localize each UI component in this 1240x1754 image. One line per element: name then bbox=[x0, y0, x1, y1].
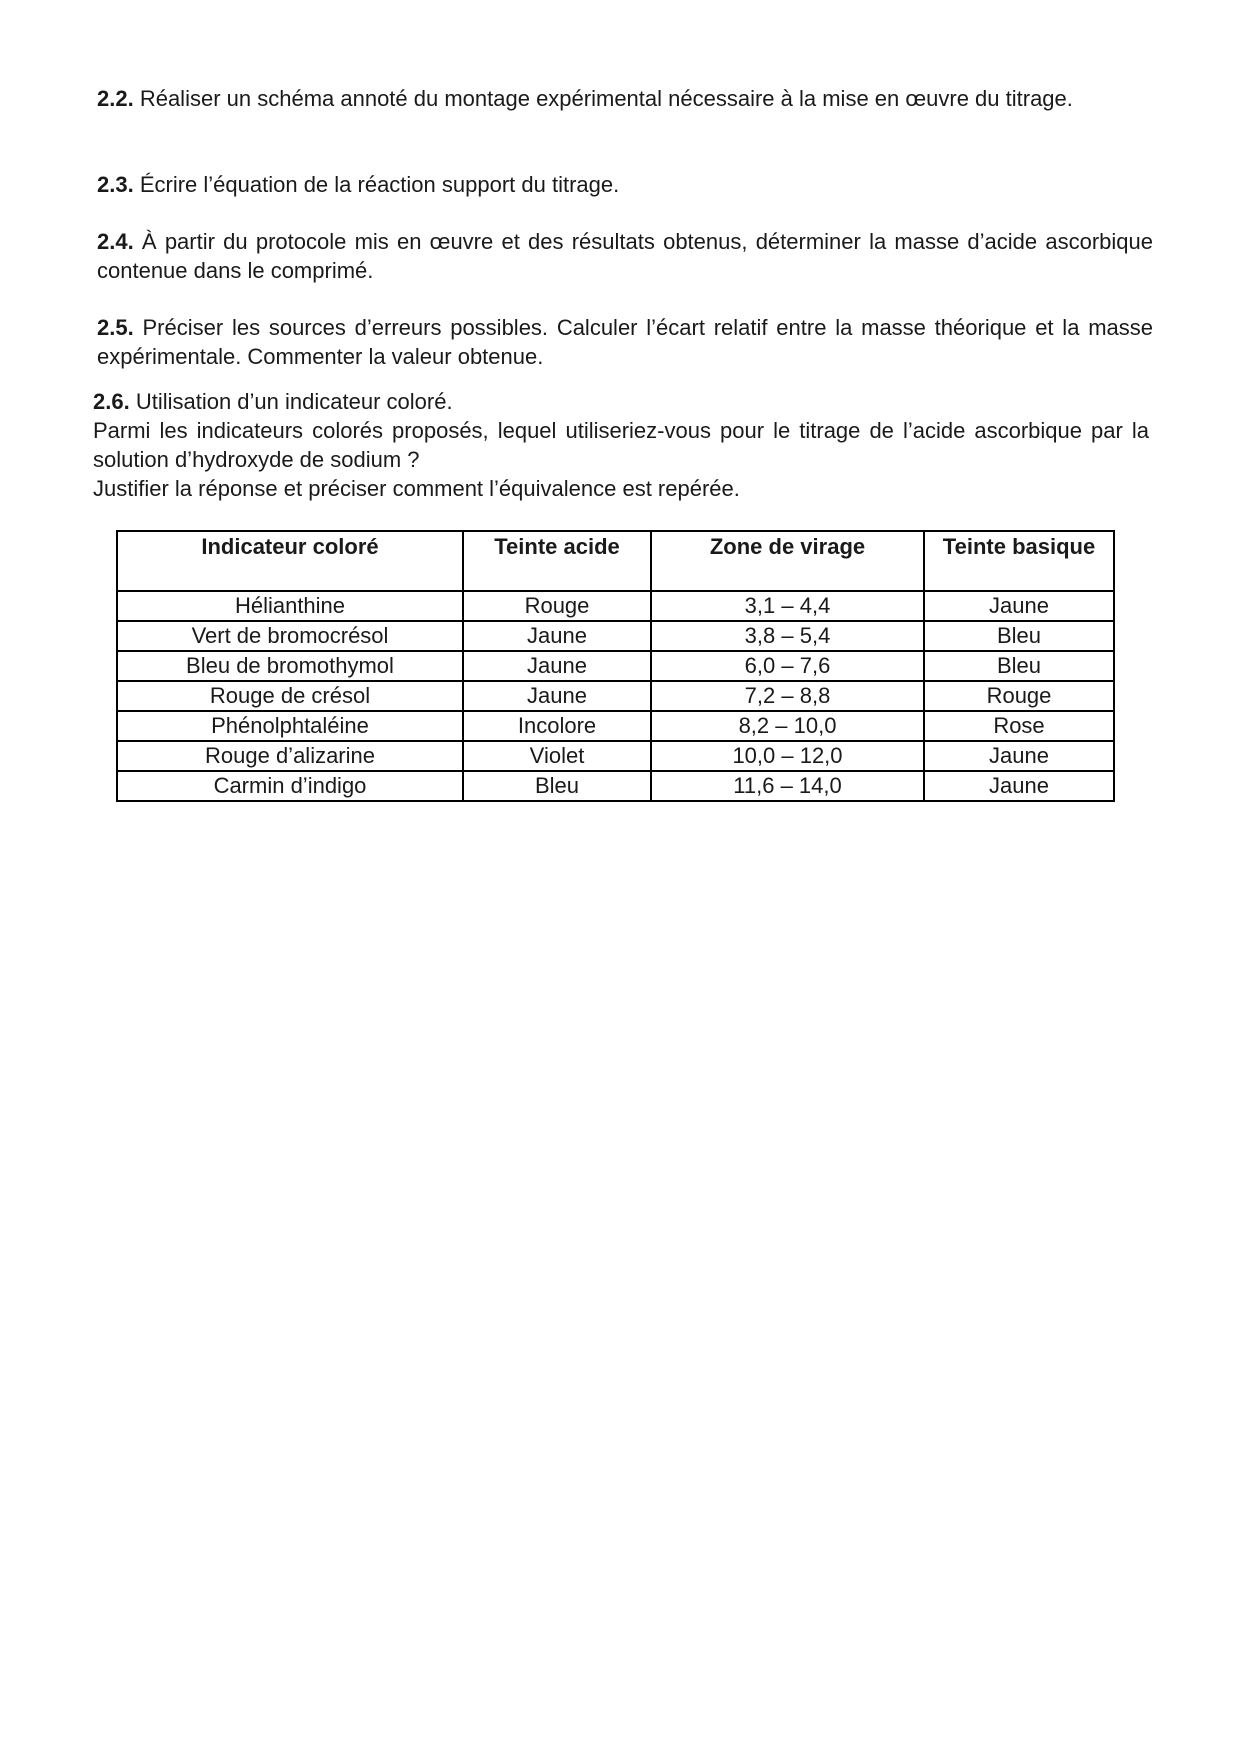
question-number: 2.4. bbox=[97, 229, 134, 254]
table-row bbox=[117, 621, 1114, 651]
cell-indicator: Rouge d’alizarine bbox=[117, 741, 463, 771]
cell-acid-color: Incolore bbox=[463, 711, 651, 741]
question-title: Utilisation d’un indicateur coloré. bbox=[135, 389, 453, 414]
cell-transition-range: 7,2 – 8,8 bbox=[651, 681, 924, 711]
cell-basic-color: Jaune bbox=[924, 591, 1114, 621]
question-2-3 bbox=[97, 170, 1153, 199]
question-number: 2.2. bbox=[97, 86, 134, 111]
question-2-2 bbox=[97, 84, 1153, 113]
cell-acid-color: Jaune bbox=[463, 681, 651, 711]
cell-acid-color: Jaune bbox=[463, 621, 651, 651]
table-row bbox=[117, 711, 1114, 741]
cell-basic-color: Bleu bbox=[924, 621, 1114, 651]
cell-basic-color: Bleu bbox=[924, 651, 1114, 681]
question-text: Préciser les sources d’erreurs possibles. Calculer l’écart relatif entre la masse théorique et la masse expérimentale. Commenter la valeur obtenue. bbox=[97, 315, 1153, 369]
cell-transition-range: 3,8 – 5,4 bbox=[651, 621, 924, 651]
cell-indicator: Vert de bromocrésol bbox=[117, 621, 463, 651]
column-header-acid-color: Teinte acide bbox=[463, 531, 651, 591]
cell-indicator: Hélianthine bbox=[117, 591, 463, 621]
question-text: Réaliser un schéma annoté du montage expérimental nécessaire à la mise en œuvre du titrage. bbox=[139, 86, 1073, 111]
question-text: À partir du protocole mis en œuvre et des résultats obtenus, déterminer la masse d’acide ascorbique contenue dans le comprimé. bbox=[97, 229, 1153, 283]
question-title-line bbox=[93, 387, 1149, 416]
question-number: 2.6. bbox=[93, 389, 130, 414]
cell-acid-color: Violet bbox=[463, 741, 651, 771]
question-2-6 bbox=[93, 387, 1149, 503]
column-header-basic-color: Teinte basique bbox=[924, 531, 1114, 591]
table-header-row bbox=[117, 531, 1114, 591]
question-text: Parmi les indicateurs colorés proposés, lequel utiliseriez-vous pour le titrage de l’acide ascorbique par la solution d’hydroxyde de sodium ? bbox=[93, 418, 1149, 472]
column-header-indicator: Indicateur coloré bbox=[117, 531, 463, 591]
indicator-table bbox=[116, 530, 1115, 802]
cell-acid-color: Bleu bbox=[463, 771, 651, 801]
question-text: Écrire l’équation de la réaction support du titrage. bbox=[139, 172, 620, 197]
cell-acid-color: Jaune bbox=[463, 651, 651, 681]
cell-indicator: Rouge de crésol bbox=[117, 681, 463, 711]
question-text-justify: Justifier la réponse et préciser comment l’équivalence est repérée. bbox=[93, 476, 740, 501]
cell-basic-color: Jaune bbox=[924, 771, 1114, 801]
table-row bbox=[117, 741, 1114, 771]
table-row bbox=[117, 771, 1114, 801]
question-number: 2.5. bbox=[97, 315, 134, 340]
cell-basic-color: Rose bbox=[924, 711, 1114, 741]
cell-basic-color: Jaune bbox=[924, 741, 1114, 771]
cell-indicator: Carmin d’indigo bbox=[117, 771, 463, 801]
cell-basic-color: Rouge bbox=[924, 681, 1114, 711]
cell-transition-range: 10,0 – 12,0 bbox=[651, 741, 924, 771]
cell-transition-range: 11,6 – 14,0 bbox=[651, 771, 924, 801]
question-number: 2.3. bbox=[97, 172, 134, 197]
cell-transition-range: 3,1 – 4,4 bbox=[651, 591, 924, 621]
question-2-4 bbox=[97, 227, 1153, 285]
cell-indicator: Phénolphtaléine bbox=[117, 711, 463, 741]
column-header-transition-range: Zone de virage bbox=[651, 531, 924, 591]
cell-transition-range: 8,2 – 10,0 bbox=[651, 711, 924, 741]
cell-transition-range: 6,0 – 7,6 bbox=[651, 651, 924, 681]
table-row bbox=[117, 651, 1114, 681]
table-row bbox=[117, 681, 1114, 711]
cell-indicator: Bleu de bromothymol bbox=[117, 651, 463, 681]
cell-acid-color: Rouge bbox=[463, 591, 651, 621]
table-row bbox=[117, 591, 1114, 621]
question-2-5 bbox=[97, 313, 1153, 371]
